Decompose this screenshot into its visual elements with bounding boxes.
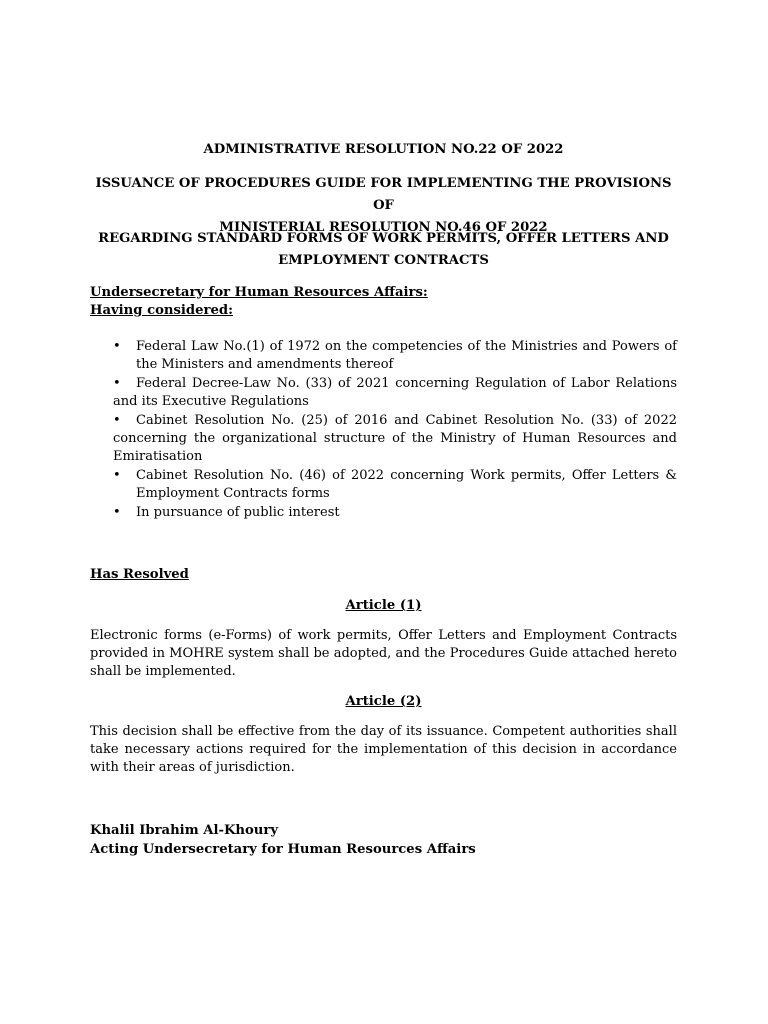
article-1-text: Electronic forms (e-Forms) of work permits, Offer Letters and Employment Contracts provided in MOHRE system shall be adopted, and the Procedures Guide attached hereto shall be implemented. xyxy=(90,628,677,679)
list-item-text: Federal Law No.(1) of 1972 on the competencies of the Ministries and Powers of the Ministers and amendments thereof xyxy=(136,339,677,373)
signatory-name: Khalil Ibrahim Al-Khoury xyxy=(90,823,278,838)
signatory-title: Acting Undersecretary for Human Resources Affairs xyxy=(90,842,476,857)
list-item-text: Cabinet Resolution No. (46) of 2022 concerning Work permits, Offer Letters & Employment Contracts forms xyxy=(136,467,677,502)
bullet-icon: • xyxy=(113,339,121,354)
document-page xyxy=(90,0,677,1024)
list-item xyxy=(113,467,677,504)
considered-heading: Having considered: xyxy=(90,303,233,318)
considerations-list xyxy=(113,338,677,522)
bullet-icon: • xyxy=(113,412,121,428)
bullet-icon: • xyxy=(113,504,121,520)
resolution-regarding-line-1: REGARDING STANDARD FORMS OF WORK PERMITS, OFFER LETTERS AND xyxy=(98,231,669,246)
list-item xyxy=(113,412,677,467)
article-2-text: This decision shall be effective from the day of its issuance. Competent authorities shall take necessary actions required for the implementation of this decision in accordance with their areas of jurisdiction. xyxy=(90,724,677,775)
resolution-title xyxy=(90,139,677,161)
list-item-text: Cabinet Resolution No. (25) of 2016 and Cabinet Resolution No. (33) of 2022 concerning the organizational structure of the Ministry of Human Resources and Emiratisation xyxy=(113,412,677,465)
list-item xyxy=(113,504,677,522)
issuer-heading: Undersecretary for Human Resources Affairs: xyxy=(90,285,428,300)
article-1-title: Article (1) xyxy=(345,598,422,613)
list-item xyxy=(113,338,677,375)
resolution-subtitle-line-1: ISSUANCE OF PROCEDURES GUIDE FOR IMPLEMENTING THE PROVISIONS OF xyxy=(95,176,672,213)
list-item-text: In pursuance of public interest xyxy=(136,504,340,520)
resolution-title-text: ADMINISTRATIVE RESOLUTION NO.22 OF 2022 xyxy=(203,142,564,157)
list-item-text: Federal Decree-Law No. (33) of 2021 concerning Regulation of Labor Relations and its Executive Regulations xyxy=(113,375,677,410)
list-item xyxy=(113,375,677,412)
article-2-title: Article (2) xyxy=(345,694,422,709)
resolution-regarding-line-2: EMPLOYMENT CONTRACTS xyxy=(278,253,489,268)
bullet-icon: • xyxy=(113,467,121,483)
resolution-subtitle-line-2: MINISTERIAL RESOLUTION NO.46 OF 2022 xyxy=(219,220,548,235)
resolution-regarding xyxy=(90,228,677,272)
resolved-heading: Has Resolved xyxy=(90,567,189,582)
bullet-icon: • xyxy=(113,375,121,391)
